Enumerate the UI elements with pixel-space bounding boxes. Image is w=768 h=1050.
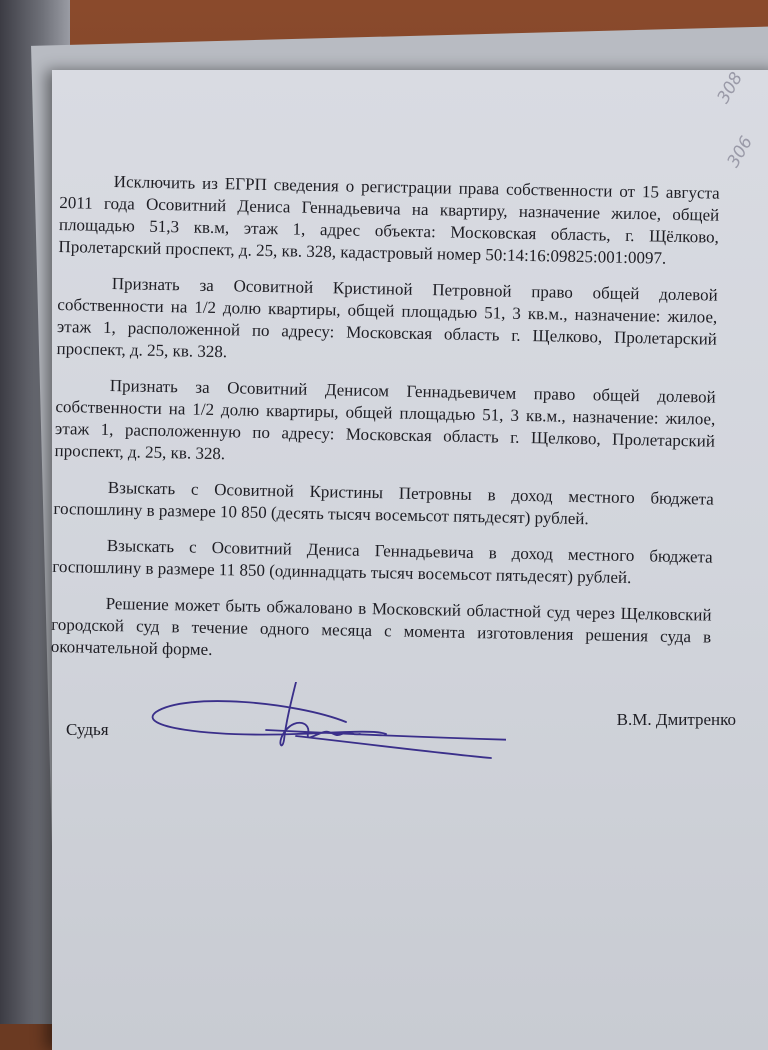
judge-label: Судья [66, 720, 109, 739]
paragraph-fee-kristina: Взыскать с Осовитной Кристины Петровны в доход местного бюджета госпошлину в размере 10 850 (десять тысяч восемьсот пятьдесят) рублей. [53, 477, 714, 529]
paragraph-appeal: Решение может быть обжаловано в Московский областной суд через Щелковский городской суд в течение одного месяца с момента изготовления решения суда в окончательной форме. [50, 593, 712, 660]
paragraph-recognize-kristina: Признать за Осовитной Кристиной Петровной право общей долевой собственности на 1/2 долю квартиры, общей площадью 51, 3 кв.м., назначение: жилое, этаж 1, расположенной по адресу: Московская область г. Щелково, Пролетарский проспект, д. 25, кв. 328. [56, 274, 718, 362]
signature-block [66, 692, 746, 782]
paragraph-fee-denis: Взыскать с Осовитний Дениса Геннадьевича в доход местного бюджета госпошлину в размере 11 850 (одиннадцать тысяч восемьсот пятьдесят) рублей. [52, 535, 713, 588]
paragraph-recognize-denis: Признать за Осовитний Денисом Геннадьевичем право общей долевой собственности на 1/2 долю квартиры, общей площадью 51, 3 кв.м., назначение: жилое, этаж 1, расположенную по адресу: Московская область г. Щелково, Пролетарский проспект, д. 25, кв. 328. [54, 375, 716, 464]
page-number-top: 308 [712, 68, 747, 108]
paragraph-exclude-registration: Исключить из ЕГРП сведения о регистрации права собственности от 15 августа 2011 года Осовитний Дениса Геннадьевича на квартиру, назначение жилое, общей площадью 51,3 кв.м, этаж 1, адрес объекта: Московская область, г. Щёлково, Пролетарский проспект, д. 25, кв. 328, кадастровый номер 50:14:16:09825:001:0097. [58, 172, 720, 268]
page-number-current: 306 [722, 132, 757, 172]
judge-name: В.М. Дмитренко [616, 710, 736, 729]
handwritten-signature [146, 682, 506, 772]
document-body [51, 170, 720, 671]
